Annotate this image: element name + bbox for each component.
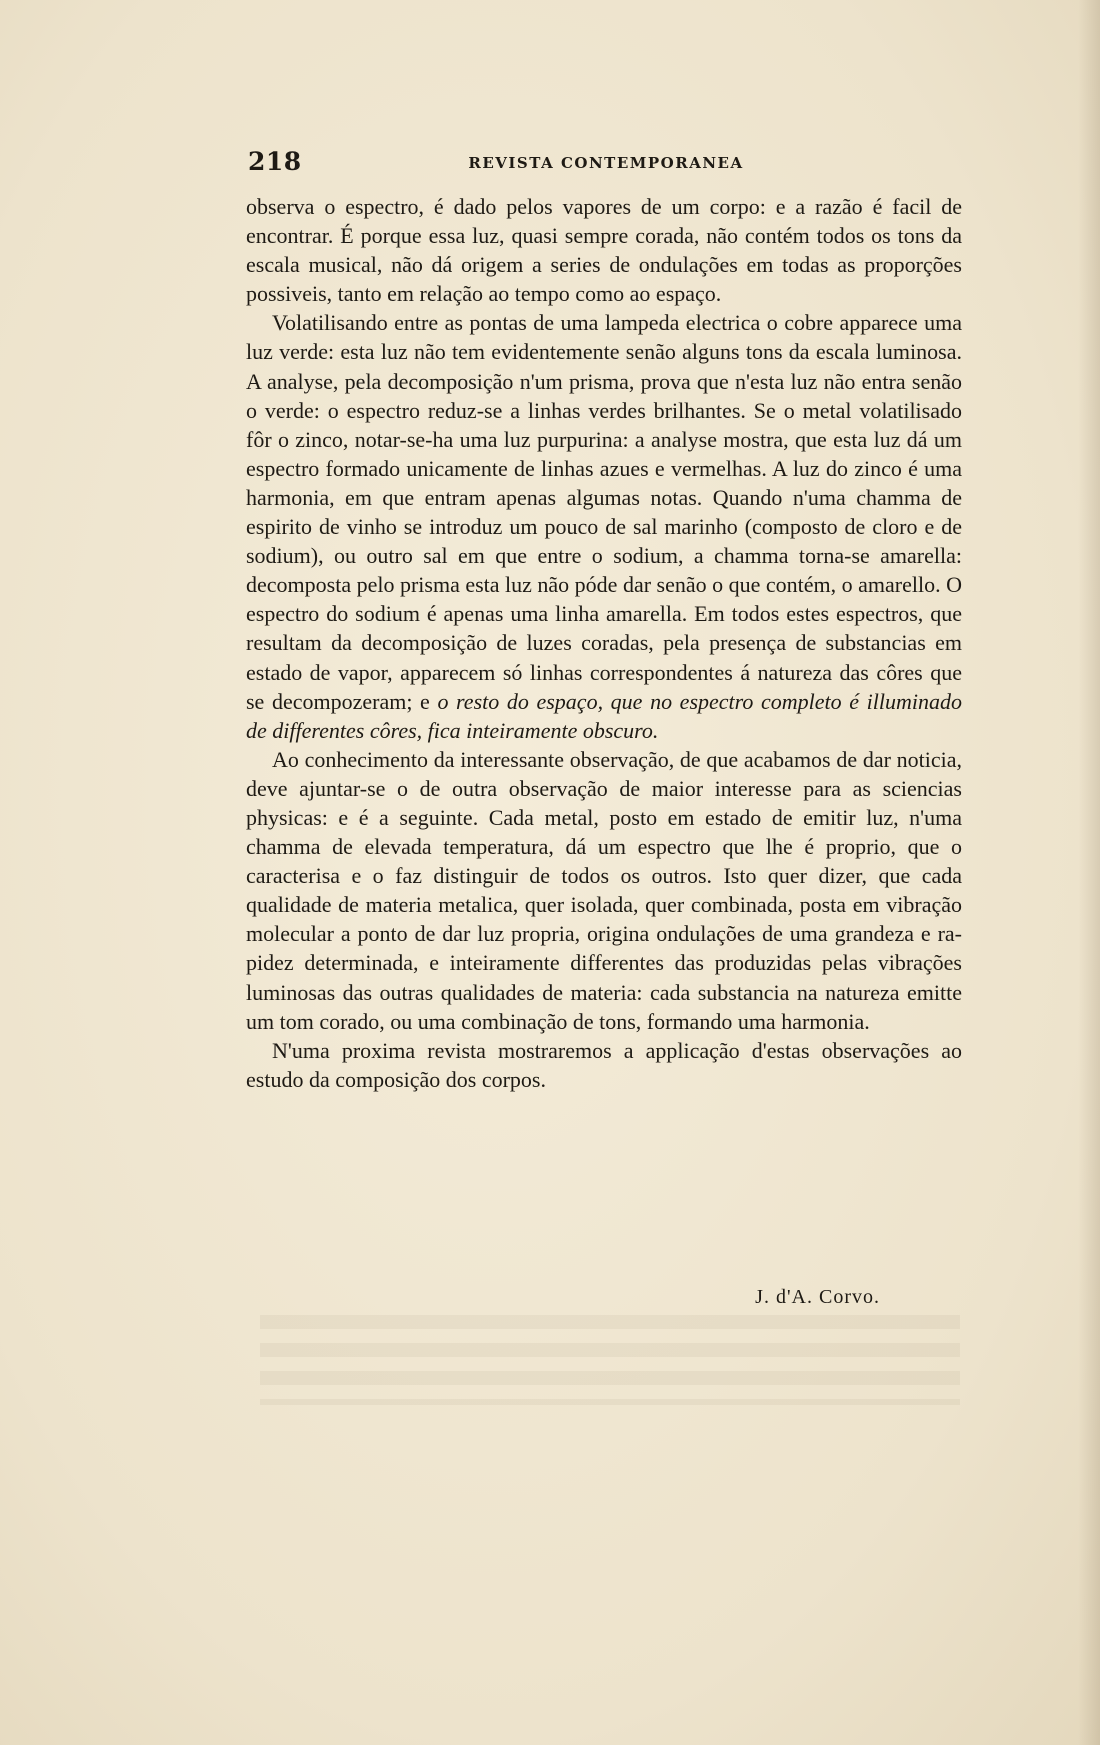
italic-text-segment: o resto do espaço, que no espectro completo é illuminado de differentes côres, fica inteiramente obscuro.	[246, 688, 962, 743]
text-segment: observa o espectro, é dado pelos vapores de um corpo: e a razão é facil de encontrar. É porque essa luz, quasi sempre corada, não contém todos os tons da escala musical, não dá origem a series de ondulações em todas as proporções possiveis, tanto em relação ao tempo como ao espaço.	[246, 194, 962, 307]
paragraph	[246, 192, 962, 308]
page-number: 218	[248, 147, 302, 176]
page-header	[248, 147, 964, 176]
author-signature: J. d'A. Corvo.	[755, 1286, 880, 1308]
text-segment: Volatilisando entre as pontas de uma lampeda electrica o cobre apparece uma luz verde: esta luz não tem evidentemente senão alguns tons da escala luminosa. A analyse, pela decomposição n'um prisma, prova que n'esta luz não entra senão o verde: o espectro reduz-se a linhas verdes brilhantes. Se o metal volatilisado fôr o zinco, notar-se-ha uma luz purpurina: a analyse mostra, que esta luz dá um espectro formado unicamente de linhas azues e vermelhas. A luz do zinco é uma harmonia, em que entram apenas algumas notas. Quando n'uma chamma de espirito de vinho se introduz um pouco de sal marinho (composto de cloro e de sodium), ou outro sal em que entre o sodium, a chamma torna-se amarella: decomposta pelo prisma esta luz não póde dar senão o que contém, o amarello. O espectro do sodium é apenas uma linha amarella. Em todos estes espectros, que resultam da decomposição de luzes coradas, pela presença de substancias em estado de vapor, apparecem só linhas correspondentes á natureza das côres que se decompozeram; e	[246, 310, 962, 714]
text-segment: N'uma proxima revista mostraremos a applicação d'estas observações ao estudo da composição dos corpos.	[246, 1037, 962, 1092]
page-edge-shadow	[1078, 0, 1100, 1745]
article-body	[246, 192, 962, 1094]
paragraph	[246, 308, 962, 744]
text-segment: Ao conhecimento da interessante observação, de que acabamos de dar noticia, deve ajuntar-se o de outra observação de maior interesse para as sciencias physicas: e é a seguinte. Cada metal, posto em estado de emitir luz, n'uma chamma de elevada temperatura, dá um espectro que lhe é proprio, que o caracterisa e o faz distinguir de todos os outros. Isto quer dizer, que cada qualidade de materia metalica, quer isolada, quer combinada, posta em vibração molecular a ponto de dar luz propria, origina ondulações de uma grandeza e rapidez determinada, e inteiramente differentes das produzidas pelas vibrações luminosas das outras qualidades de materia: cada substancia na natureza emitte um tom corado, ou uma combinação de tons, formando uma harmonia.	[246, 746, 962, 1034]
paragraph	[246, 745, 962, 1036]
reverse-side-show-through	[260, 1315, 960, 1405]
paragraph	[246, 1036, 962, 1094]
running-title: REVISTA CONTEMPORANEA	[468, 154, 744, 172]
